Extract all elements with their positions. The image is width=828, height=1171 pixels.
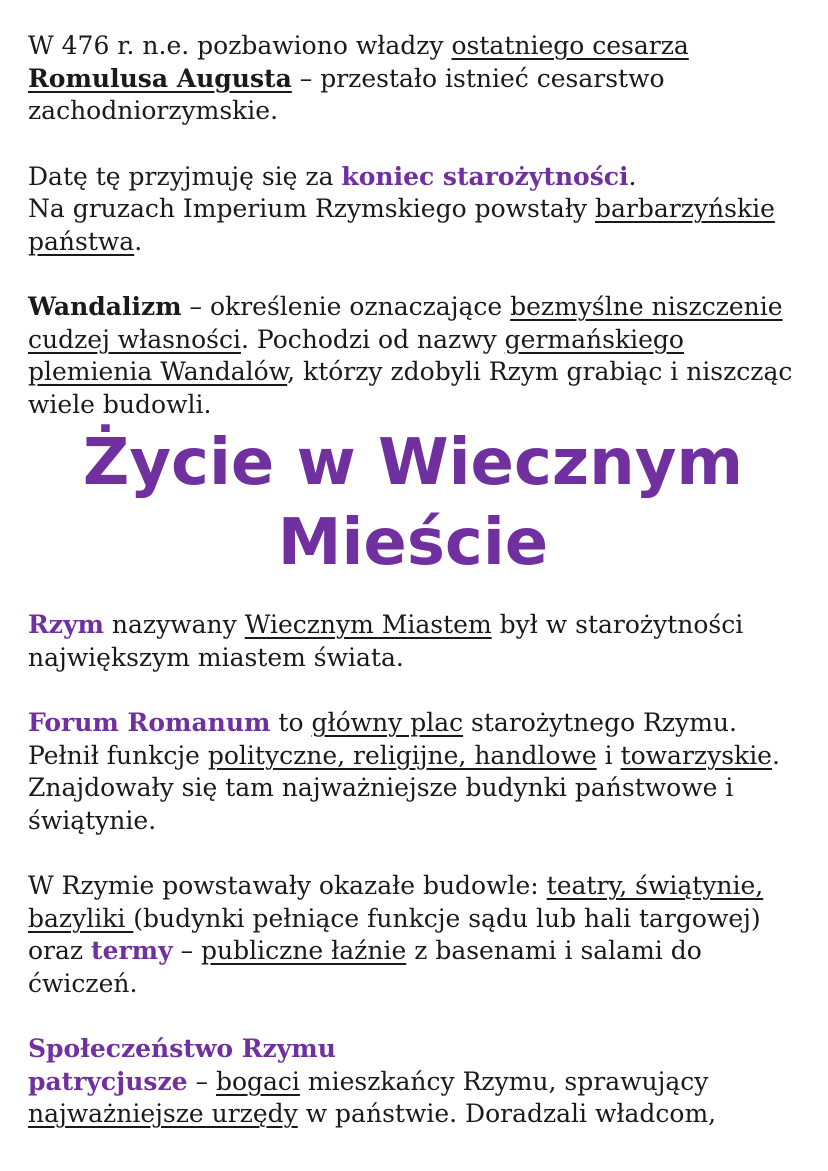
text: . Pochodzi od nazwy xyxy=(241,324,505,354)
underlined-text: publiczne łaźnie xyxy=(201,936,407,965)
key-term: Wandalizm xyxy=(28,292,182,321)
text: , którzy zdobyli Rzym grabiąc i niszcząc wiele budowli. xyxy=(28,357,793,419)
text: . xyxy=(134,226,143,256)
paragraph-fall-of-rome xyxy=(28,30,808,128)
key-term: Forum Romanum xyxy=(28,708,271,737)
paragraph-society xyxy=(28,1033,808,1131)
key-term: koniec starożytności xyxy=(341,161,629,191)
text: – xyxy=(172,936,202,965)
text: (budynki pełniące funkcje sądu lub hali targowej) oraz xyxy=(28,903,761,965)
text: – przestało istnieć cesarstwo zachodniorzymskie. xyxy=(28,63,665,125)
underlined-text: germańskiego plemienia Wandalów xyxy=(28,324,684,386)
underlined-text: towarzyskie xyxy=(620,740,772,770)
underlined-text: Wiecznym Miastem xyxy=(244,610,492,639)
underlined-text: główny plac xyxy=(311,708,464,737)
underlined-text: polityczne, religijne, handlowe xyxy=(207,740,597,770)
text: w państwie. Doradzali władcom, xyxy=(297,1099,717,1128)
text: – określenie oznaczające xyxy=(181,292,511,321)
paragraph-eternal-city xyxy=(28,609,808,674)
underlined-text: najważniejsze urzędy xyxy=(28,1099,298,1128)
text: Datę tę przyjmuję się za xyxy=(28,161,342,191)
text: i xyxy=(596,740,621,770)
paragraph-end-of-antiquity xyxy=(28,161,808,259)
text: W Rzymie powstawały okazałe budowle: xyxy=(28,871,547,900)
underlined-text: barbarzyńskie państwa xyxy=(28,194,775,256)
text: . xyxy=(628,161,637,191)
paragraph-vandalism xyxy=(28,291,808,421)
text: był w starożytności największym miastem świata. xyxy=(28,610,744,672)
underlined-text: bogaci xyxy=(215,1066,300,1096)
text: nazywany xyxy=(103,610,245,639)
emperor-name: Romulusa Augusta xyxy=(28,63,292,93)
underlined-text: bezmyślne niszczenie cudzej własności xyxy=(28,292,783,354)
text: to xyxy=(270,708,312,737)
text: – xyxy=(187,1066,216,1096)
text: z basenami i salami do ćwiczeń. xyxy=(28,936,702,998)
heading-line-2: Mieście xyxy=(277,506,549,580)
text: W 476 r. n.e. pozbawiono władzy xyxy=(28,31,452,60)
key-term: termy xyxy=(91,936,173,965)
subsection-title: Społeczeństwo Rzymu xyxy=(28,1034,336,1063)
heading-line-1: Życie w Wiecznym xyxy=(82,426,744,500)
section-heading xyxy=(28,423,798,583)
key-term: patrycjusze xyxy=(28,1066,188,1096)
document-page xyxy=(28,30,808,1131)
underlined-text: ostatniego cesarza xyxy=(451,31,689,60)
text: starożytnego Rzymu. Pełnił funkcje xyxy=(28,708,737,770)
text: mieszkańcy Rzymu, sprawujący xyxy=(299,1066,709,1096)
underlined-text: teatry, świątynie, bazyliki xyxy=(28,871,764,933)
key-term: Rzym xyxy=(28,610,104,639)
text: Na gruzach Imperium Rzymskiego powstały xyxy=(28,194,595,223)
paragraph-buildings xyxy=(28,870,808,1000)
paragraph-forum-romanum xyxy=(28,707,808,837)
text: . Znajdowały się tam najważniejsze budynki państwowe i świątynie. xyxy=(28,740,780,835)
